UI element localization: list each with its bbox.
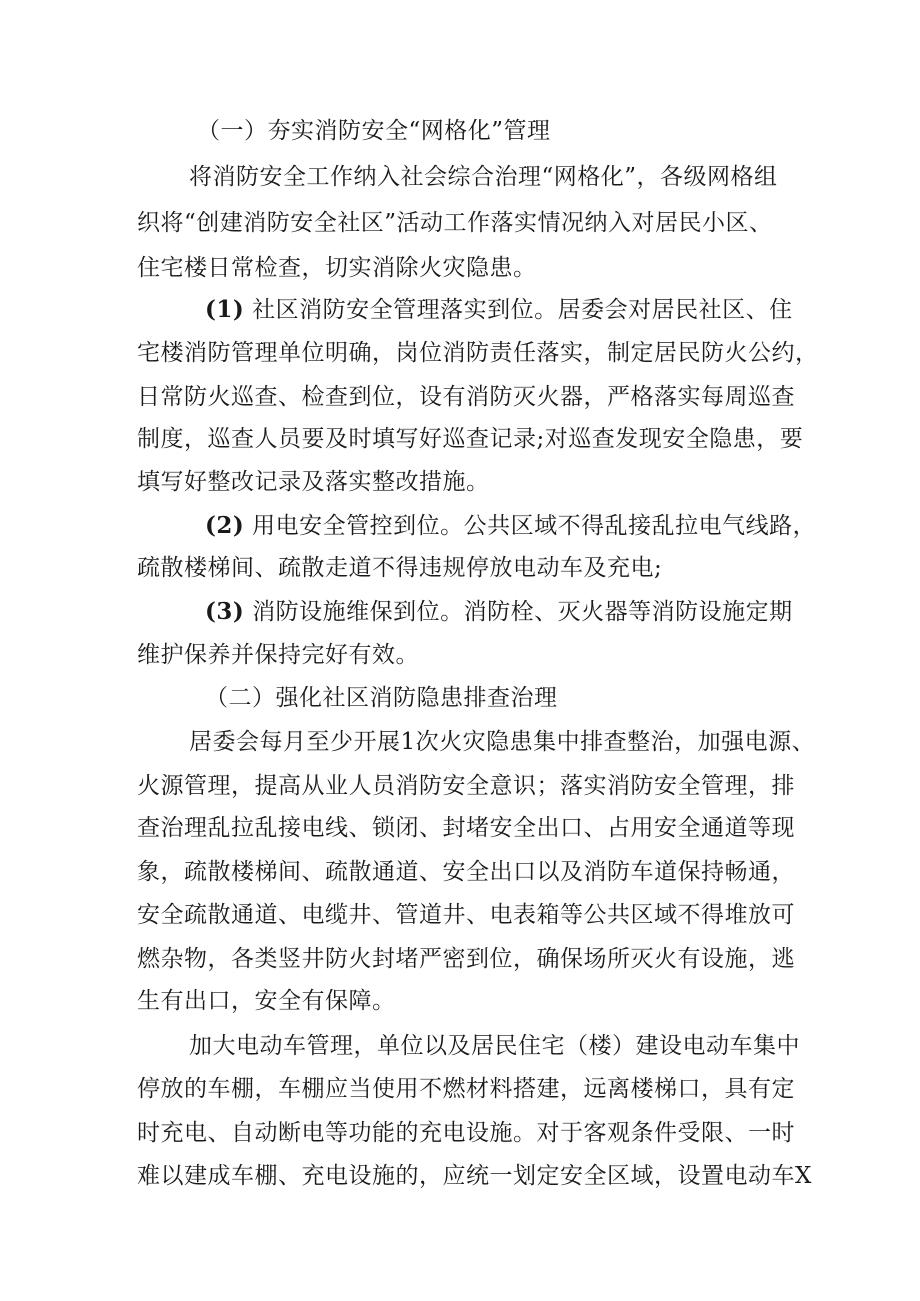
paragraph-line: 停放的车棚，车棚应当使用不燃材料搭建，远离楼梯口，具有定 (137, 1076, 795, 1102)
item-1-line (0, 287, 920, 333)
paragraph-line: 维护保养并保持完好有效。 (137, 642, 419, 668)
paragraph-line: 填写好整改记录及落实整改措施。 (137, 469, 490, 495)
paragraph-line: 制度，巡查人员要及时填写好巡查记录;对巡查发现安全隐患，要 (137, 426, 804, 452)
paragraph-line: 将消防安全工作纳入社会综合治理“网格化”，各级网格组 (189, 164, 778, 190)
paragraph-line: 象，疏散楼梯间、疏散通道、安全出口以及消防车道保持畅通， (137, 859, 795, 885)
paragraph-line: 居委会每月至少开展1次火灾隐患集中排查整治，加强电源、 (189, 729, 816, 755)
item-marker-2: (2) (205, 512, 245, 539)
paragraph-line: 住宅楼日常检查，切实消除火灾隐患。 (137, 255, 537, 281)
paragraph-line: 日常防火巡查、检查到位，设有消防灭火器，严格落实每周巡查 (137, 384, 795, 410)
item-1-text: 社区消防安全管理落实到位。居委会对居民社区、住 (252, 297, 793, 323)
paragraph-line: 难以建成车棚、充电设施的，应统一划定安全区域，设置电动车X (137, 1163, 812, 1189)
paragraph-line: 织将“创建消防安全社区”活动工作落实情况纳入对居民小区、 (137, 210, 773, 236)
paragraph-line: 燃杂物，各类竖井防火封堵严密到位，确保场所灭火有设施，逃 (137, 946, 795, 972)
paragraph-line: 火源管理，提高从业人员消防安全意识；落实消防安全管理，排 (137, 773, 795, 799)
section-heading-2: （二）强化社区消防隐患排查治理 (205, 685, 558, 711)
paragraph-line: 疏散楼梯间、疏散走道不得违规停放电动车及充电; (137, 555, 663, 581)
item-2-line (0, 503, 920, 549)
paragraph-line: 生有出口，安全有保障。 (137, 988, 396, 1014)
section-heading-1: （一）夯实消防安全“网格化”管理 (197, 118, 551, 144)
item-2-text: 用电安全管控到位。公共区域不得乱接乱拉电气线路， (252, 513, 817, 539)
item-3-line (0, 589, 920, 635)
paragraph-line: 时充电、自动断电等功能的充电设施。对于客观条件受限、一时 (137, 1120, 795, 1146)
paragraph-line: 查治理乱拉乱接电线、锁闭、封堵安全出口、占用安全通道等现 (137, 815, 795, 841)
item-marker-1: (1) (205, 296, 245, 323)
item-3-text: 消防设施维保到位。消防栓、灭火器等消防设施定期 (252, 599, 793, 625)
item-marker-3: (3) (205, 598, 245, 625)
paragraph-line: 加大电动车管理，单位以及居民住宅（楼）建设电动车集中 (189, 1033, 800, 1059)
paragraph-line: 安全疏散通道、电缆井、管道井、电表箱等公共区域不得堆放可 (137, 902, 795, 928)
paragraph-line: 宅楼消防管理单位明确，岗位消防责任落实，制定居民防火公约， (137, 340, 819, 366)
